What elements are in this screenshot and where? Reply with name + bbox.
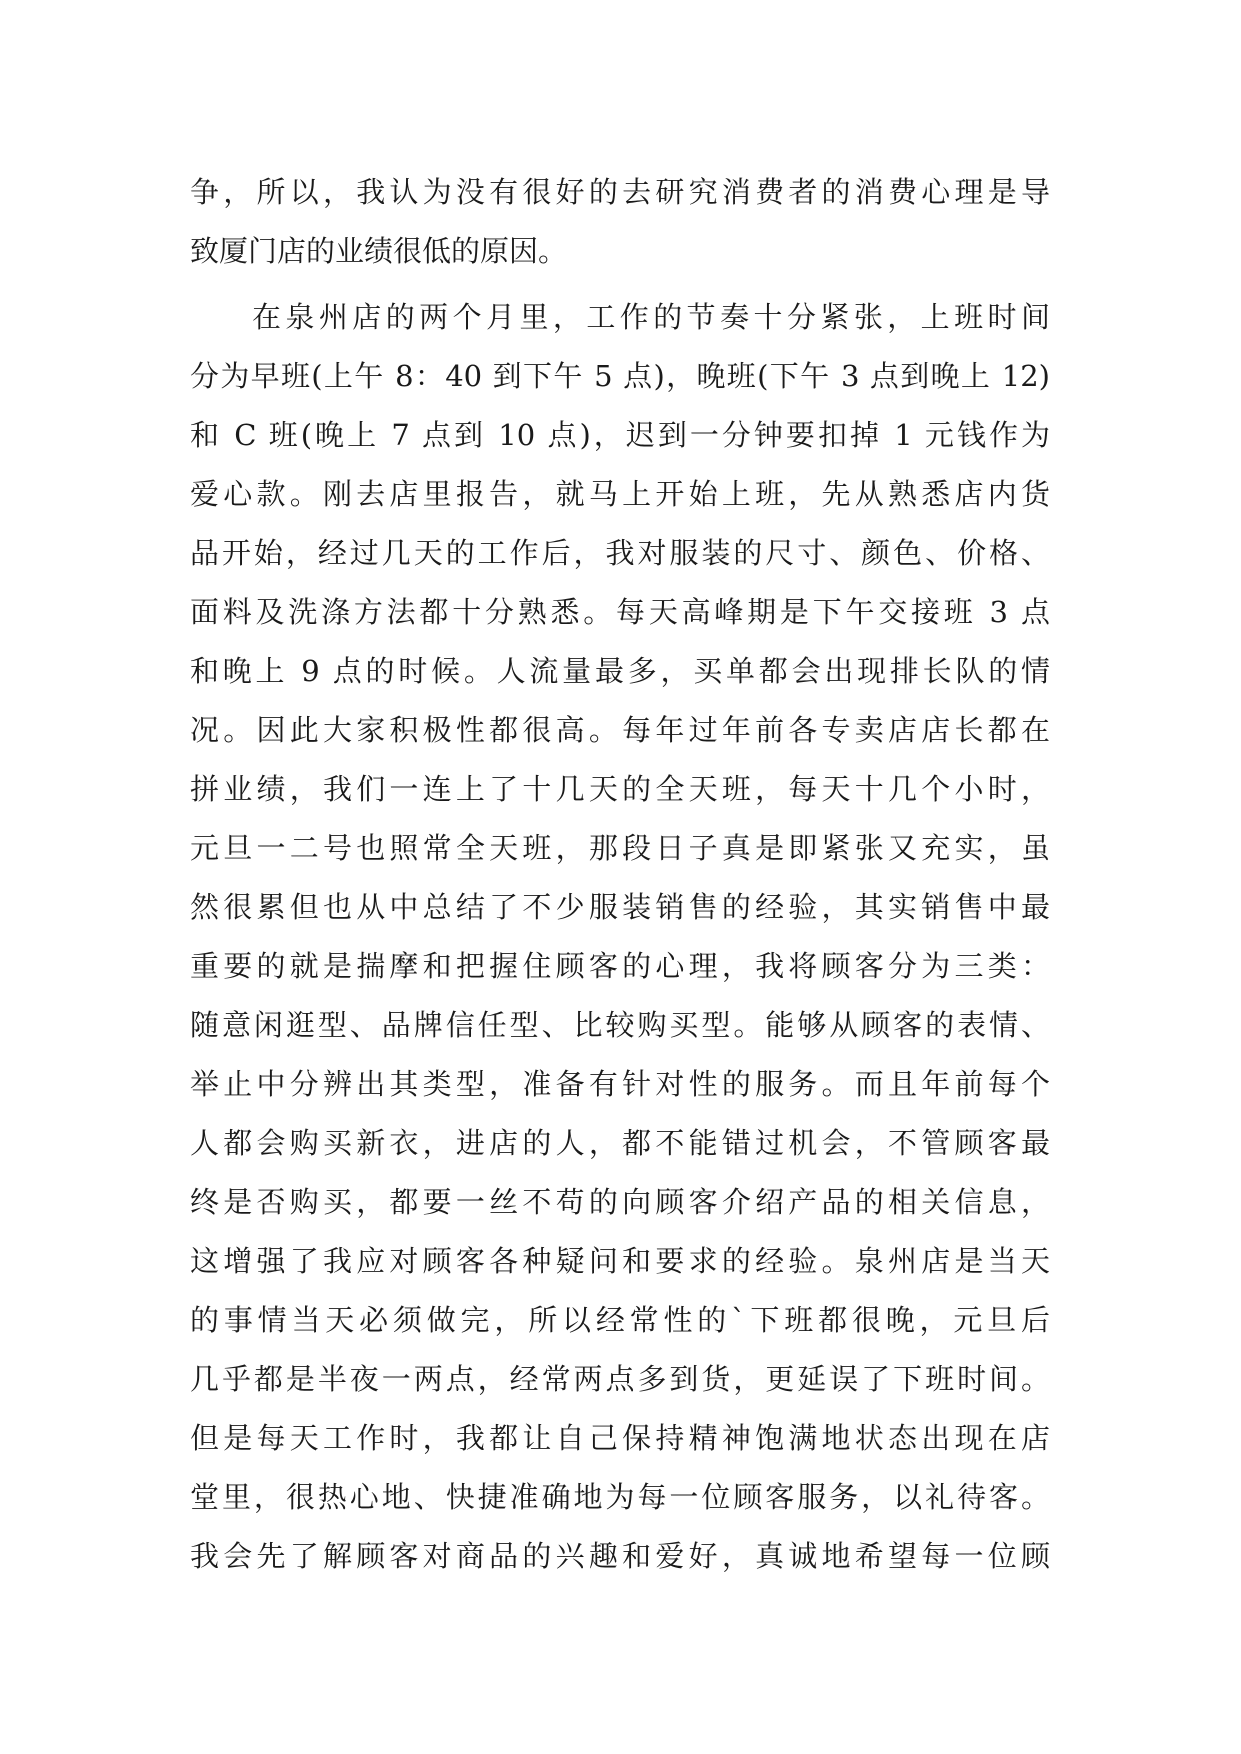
text-line: 终是否购买，都要一丝不苟的向顾客介绍产品的相关信息， — [190, 1185, 1050, 1219]
text-line: 争，所以，我认为没有很好的去研究消费者的消费心理是导 — [190, 175, 1050, 209]
paragraph-first-line: 在泉州店的两个月里，工作的节奏十分紧张，上班时间 — [252, 300, 1050, 334]
text-line: 重要的就是揣摩和把握住顾客的心理，我将顾客分为三类： — [190, 949, 1050, 983]
text-line: 随意闲逛型、品牌信任型、比较购买型。能够从顾客的表情、 — [190, 1008, 1050, 1042]
text-line: 然很累但也从中总结了不少服装销售的经验，其实销售中最 — [190, 890, 1050, 924]
text-line: 举止中分辨出其类型，准备有针对性的服务。而且年前每个 — [190, 1067, 1050, 1101]
text-line: 爱心款。刚去店里报告，就马上开始上班，先从熟悉店内货 — [190, 477, 1050, 511]
text-line: 我会先了解顾客对商品的兴趣和爱好，真诚地希望每一位顾 — [190, 1539, 1050, 1573]
text-line: 的事情当天必须做完，所以经常性的`下班都很晚，元旦后 — [190, 1303, 1050, 1337]
text-line: 人都会购买新衣，进店的人，都不能错过机会，不管顾客最 — [190, 1126, 1050, 1160]
text-line: 品开始，经过几天的工作后，我对服装的尺寸、颜色、价格、 — [190, 536, 1050, 570]
text-line: 堂里，很热心地、快捷准确地为每一位顾客服务，以礼待客。 — [190, 1480, 1050, 1514]
text-line: 致厦门店的业绩很低的原因。 — [190, 234, 568, 268]
text-line: 拼业绩，我们一连上了十几天的全天班，每天十几个小时， — [190, 772, 1050, 806]
text-line: 和晚上 9 点的时候。人流量最多，买单都会出现排长队的情 — [190, 654, 1050, 688]
text-line: 这增强了我应对顾客各种疑问和要求的经验。泉州店是当天 — [190, 1244, 1050, 1278]
text-line: 元旦一二号也照常全天班，那段日子真是即紧张又充实，虽 — [190, 831, 1050, 865]
text-line: 和 C 班(晚上 7 点到 10 点)，迟到一分钟要扣掉 1 元钱作为 — [190, 418, 1050, 452]
body-text — [190, 163, 1050, 1586]
text-line: 分为早班(上午 8：40 到下午 5 点)，晚班(下午 3 点到晚上 12) — [190, 359, 1050, 393]
text-line: 但是每天工作时，我都让自己保持精神饱满地状态出现在店 — [190, 1421, 1050, 1455]
text-line: 几乎都是半夜一两点，经常两点多到货，更延误了下班时间。 — [190, 1362, 1050, 1396]
text-line: 面料及洗涤方法都十分熟悉。每天高峰期是下午交接班 3 点 — [190, 595, 1050, 629]
text-line: 况。因此大家积极性都很高。每年过年前各专卖店店长都在 — [190, 713, 1050, 747]
